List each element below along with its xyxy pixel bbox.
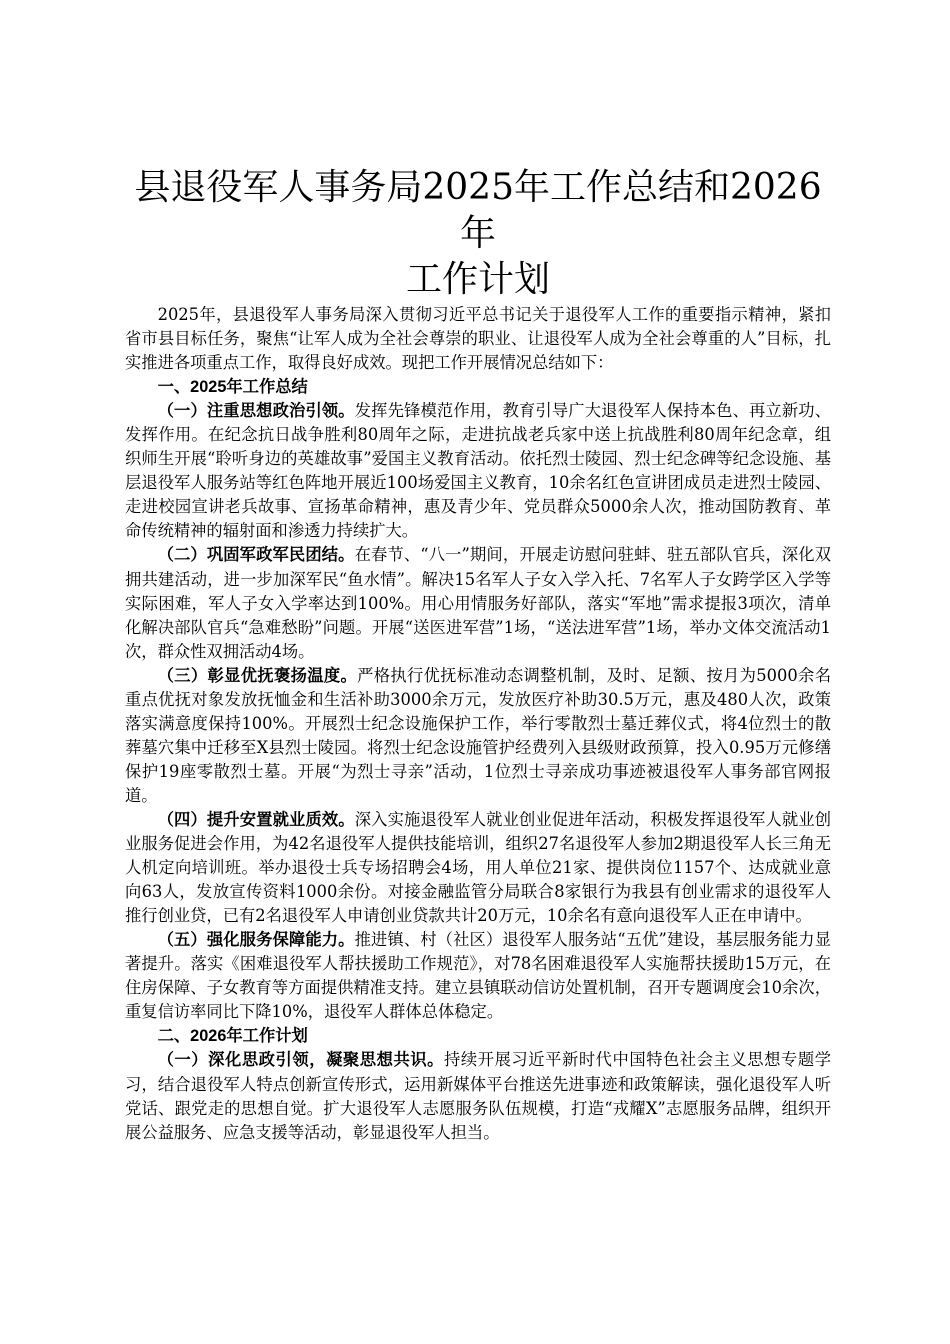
title-line-1: 县退役军人事务局2025年工作总结和2026年	[134, 167, 822, 254]
item-text: 发挥先锋模范作用，教育引导广大退役军人保持本色、再立新功、发挥作用。在纪念抗日战争胜利80周年之际，走进抗战老兵家中送上抗战胜利80周年纪念章，组织师生开展“聆听身边的英雄故事”爱国主义教育活动。依托烈士陵园、烈士纪念碑等纪念设施、基层退役军人服务站等红色阵地开展近100场爱国主义教育，10余名红色宣讲团成员走进烈士陵园、走进校园宣讲老兵故事、宣扬革命精神，惠及青少年、党员群众5000余人次，推动国防教育、革命传统精神的辐射面和渗透力持续扩大。	[125, 401, 831, 541]
section-heading-2025	[125, 375, 831, 399]
section-heading-label: 二、2026年工作计划	[157, 1027, 308, 1046]
item-lead: （二）巩固军政军民团结。	[157, 545, 355, 565]
plan-item-1	[125, 1048, 831, 1144]
summary-item-2	[125, 543, 831, 663]
item-lead: （一）注重思想政治引领。	[157, 401, 355, 421]
item-text: 持续开展习近平新时代中国特色社会主义思想专题学习，结合退役军人特点创新宣传形式，运用新媒体平台推送先进事迹和政策解读，强化退役军人听党话、跟党走的思想自觉。扩大退役军人志愿服务队伍规模，打造“戎耀X”志愿服务品牌，组织开展公益服务、应急支援等活动，彰显退役军人担当。	[125, 1050, 831, 1142]
document-body	[125, 303, 831, 1145]
section-heading-2026	[125, 1024, 831, 1048]
summary-item-1	[125, 399, 831, 543]
item-text: 推进镇、村（社区）退役军人服务站“五优”建设，基层服务能力显著提升。落实《困难退役军人帮扶援助工作规范》，对78名困难退役军人实施帮扶援助15万元，在住房保障、子女教育等方面提供精准支持。建立县镇联动信访处置机制，召开专题调度会10余次，重复信访率同比下降10%，退役军人群体总体稳定。	[125, 930, 831, 1022]
summary-item-4	[125, 808, 831, 928]
document-page	[125, 165, 831, 1145]
document-title	[125, 165, 831, 303]
section-heading-label: 一、2025年工作总结	[157, 378, 308, 397]
item-lead: （三）彰显优抚褒扬温度。	[157, 665, 358, 685]
summary-item-3	[125, 664, 831, 808]
summary-item-5	[125, 928, 831, 1024]
title-line-2: 工作计划	[405, 259, 550, 300]
intro-paragraph: 2025年，县退役军人事务局深入贯彻习近平总书记关于退役军人工作的重要指示精神，紧扣省市县目标任务，聚焦“让军人成为全社会尊崇的职业、让退役军人成为全社会尊重的人”目标，扎实推进各项重点工作，取得良好成效。现把工作开展情况总结如下：	[125, 305, 831, 373]
item-lead: （一）深化思政引领，凝聚思想共识。	[157, 1050, 445, 1070]
item-text: 在春节、“八一”期间，开展走访慰问驻蚌、驻五部队官兵，深化双拥共建活动，进一步加深军民“鱼水情”。解决15名军人子女入学入托、7名军人子女跨学区入学等实际困难，军人子女入学率达到100%。用心用情服务好部队，落实“军地”需求提报3项次，清单化解决部队官兵“急难愁盼”问题。开展“送医进军营”1场，“送法进军营”1场，举办文体交流活动1次，群众性双拥活动4场。	[125, 545, 831, 661]
item-lead: （五）强化服务保障能力。	[157, 930, 355, 950]
item-text: 严格执行优抚标准动态调整机制，及时、足额、按月为5000余名重点优抚对象发放抚恤金和生活补助3000余万元，发放医疗补助30.5万元，惠及480人次，政策落实满意度保持100%。开展烈士纪念设施保护工作，举行零散烈士墓迁葬仪式，将4位烈士的散葬墓穴集中迁移至X县烈士陵园。将烈士纪念设施管护经费列入县级财政预算，投入0.95万元修缮保护19座零散烈士墓。开展“为烈士寻亲”活动，1位烈士寻亲成功事迹被退役军人事务部官网报道。	[125, 665, 831, 805]
item-text: 深入实施退役军人就业创业促进年活动，积极发挥退役军人就业创业服务促进会作用，为42名退役军人提供技能培训，组织27名退役军人参加2期退役军人长三角无人机定向培训班。举办退役士兵专场招聘会4场，用人单位21家、提供岗位1157个、达成就业意向63人，发放宣传资料1000余份。对接金融监管分局联合8家银行为我县有创业需求的退役军人推行创业贷，已有2名退役军人申请创业贷款共计20万元，10余名有意向退役军人正在申请中。	[125, 809, 831, 926]
item-lead: （四）提升安置就业质效。	[157, 809, 355, 829]
